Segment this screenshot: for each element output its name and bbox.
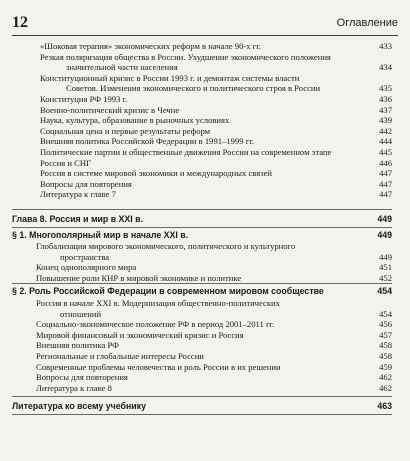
toc-entry-page: 439 bbox=[379, 115, 392, 126]
toc-entry-title: Социальная цена и первые результаты реформ bbox=[40, 125, 211, 136]
toc-entry bbox=[12, 330, 392, 341]
toc-entry-page: 447 bbox=[379, 189, 392, 200]
toc-entry bbox=[12, 309, 392, 320]
toc-entry bbox=[40, 115, 392, 126]
toc-entry-title: пространства bbox=[60, 251, 110, 262]
toc-entry bbox=[12, 372, 392, 383]
toc-entry-page: 434 bbox=[379, 62, 392, 73]
toc-entry-title: Конституция РФ 1993 г. bbox=[40, 93, 128, 104]
toc-entry-title: Резкая поляризация общества в России. Ухудшение экономического положения bbox=[40, 51, 331, 62]
toc-entry bbox=[12, 262, 392, 273]
toc-entry bbox=[40, 136, 392, 147]
toc-entry-page: 442 bbox=[379, 125, 392, 136]
toc-entry-page: 456 bbox=[379, 319, 392, 330]
toc-entry-title: Политические партии и общественные движения России на современном этапе bbox=[40, 146, 332, 157]
toc-entry bbox=[12, 298, 392, 309]
toc-entry-title: отношений bbox=[60, 308, 102, 319]
toc-entry bbox=[12, 241, 392, 252]
running-title: Оглавление bbox=[336, 17, 398, 29]
toc-entry bbox=[40, 147, 392, 158]
toc-entry bbox=[40, 179, 392, 190]
toc-entry-page: 452 bbox=[379, 272, 392, 283]
toc-entry bbox=[12, 351, 392, 362]
toc-entry-title: Внешняя политика РФ bbox=[36, 340, 119, 351]
toc-entry-page: 462 bbox=[379, 372, 392, 383]
toc-entry-title: Вопросы для повторения bbox=[36, 372, 128, 383]
section-1-page: 449 bbox=[377, 229, 392, 240]
toc-entry-page: 446 bbox=[379, 157, 392, 168]
header-rule bbox=[12, 35, 398, 36]
toc-entry-title: значительной части населения bbox=[66, 62, 178, 73]
toc-entry bbox=[40, 168, 392, 179]
toc-entry-title: Конституционный кризис в России 1993 г. и демонтаж системы власти bbox=[40, 72, 300, 83]
toc-entry-title: Мировой финансовый и экономический кризис и Россия bbox=[36, 329, 244, 340]
literature-page: 463 bbox=[377, 400, 392, 411]
toc-entry-page: 437 bbox=[379, 104, 392, 115]
section-2-entries bbox=[12, 298, 392, 393]
toc-entry-title: Литература к главе 8 bbox=[36, 382, 112, 393]
toc-entry bbox=[40, 105, 392, 116]
chapter-8-heading bbox=[12, 209, 392, 228]
toc-entry-page: 462 bbox=[379, 382, 392, 393]
toc-entry-title: Россия в начале XXI в. Модернизация общественно-политических bbox=[36, 298, 280, 308]
literature-title: Литература ко всему учебнику bbox=[12, 400, 146, 411]
toc-entry-page: 458 bbox=[379, 340, 392, 351]
section-1-entries bbox=[12, 241, 392, 283]
toc-entry bbox=[12, 252, 392, 263]
section-2-title: § 2. Роль Российской Федерации в современном мировом сообществе bbox=[12, 286, 324, 296]
toc-entry bbox=[40, 189, 392, 200]
section-1-block bbox=[12, 228, 392, 283]
literature-block bbox=[12, 396, 392, 415]
toc-entry-page: 449 bbox=[379, 251, 392, 262]
chapter-8-page: 449 bbox=[377, 213, 392, 224]
toc-entry bbox=[40, 126, 392, 137]
toc-entry bbox=[40, 83, 392, 94]
toc-entry-title: Советов. Изменения экономического и политического строя в России bbox=[66, 83, 321, 94]
toc-entry-title: Конец однополярного мира bbox=[36, 262, 137, 273]
toc-entry-title: Региональные и глобальные интересы России bbox=[36, 350, 204, 361]
toc-entry-title: Вопросы для повторения bbox=[40, 178, 132, 189]
toc-entry-title: Современные проблемы человечества и роль России в их решении bbox=[36, 361, 281, 372]
page-number: 12 bbox=[12, 14, 28, 31]
toc-entry-title: Глобализация мирового экономического, политического и культурного bbox=[36, 241, 296, 251]
toc-entry bbox=[12, 319, 392, 330]
toc-entry-title: Наука, культура, образование в рыночных условиях bbox=[40, 115, 230, 126]
toc-entry-page: 433 bbox=[379, 41, 392, 51]
toc-entry-page: 444 bbox=[379, 136, 392, 147]
toc-entry-page: 447 bbox=[379, 168, 392, 179]
toc-entry-title: Повышение роли КНР в мировой экономике и политике bbox=[36, 272, 242, 283]
toc-entry-title: Россия и СНГ bbox=[40, 157, 92, 168]
section-1-title: § 1. Многополярный мир в начале XXI в. bbox=[12, 229, 189, 240]
section-2-page: 454 bbox=[377, 286, 392, 296]
toc-entry-title: Литература к главе 7 bbox=[40, 189, 116, 200]
toc-entry-page: 454 bbox=[379, 308, 392, 319]
toc-entry bbox=[12, 362, 392, 373]
toc-entry bbox=[12, 340, 392, 351]
toc-list-chapter7 bbox=[40, 41, 392, 200]
toc-entry bbox=[40, 94, 392, 105]
toc-entry-page: 451 bbox=[379, 262, 392, 273]
toc-entry-page: 436 bbox=[379, 93, 392, 104]
toc-entry-page: 435 bbox=[379, 83, 392, 94]
toc-entry-title: Россия в системе мировой экономики и международных связей bbox=[40, 168, 272, 179]
chapter-8-title: Глава 8. Россия и мир в XXI в. bbox=[12, 213, 144, 224]
toc-entry bbox=[12, 273, 392, 284]
toc-entry-page: 458 bbox=[379, 350, 392, 361]
toc-entry-title: Социально-экономическое положение РФ в период 2001–2011 гг. bbox=[36, 319, 275, 330]
toc-entry bbox=[40, 52, 392, 63]
toc-entry-page: 457 bbox=[379, 329, 392, 340]
toc-entry-title: Внешняя политика Российской Федерации в 1991–1999 гг. bbox=[40, 136, 254, 147]
toc-entry bbox=[40, 158, 392, 169]
toc-entry-page: 447 bbox=[379, 178, 392, 189]
toc-entry-page: 459 bbox=[379, 361, 392, 372]
toc-entry bbox=[40, 41, 392, 52]
section-2-block bbox=[12, 283, 392, 393]
toc-entry-title: Военно-политический кризис в Чечне bbox=[40, 104, 180, 115]
toc-entry bbox=[40, 62, 392, 73]
page-header bbox=[12, 14, 398, 36]
toc-entry bbox=[12, 383, 392, 394]
toc-entry bbox=[40, 73, 392, 84]
toc-entry-title: «Шоковая терапия» экономических реформ в начале 90-х гг. bbox=[40, 41, 261, 51]
toc-entry-page: 445 bbox=[379, 146, 392, 157]
